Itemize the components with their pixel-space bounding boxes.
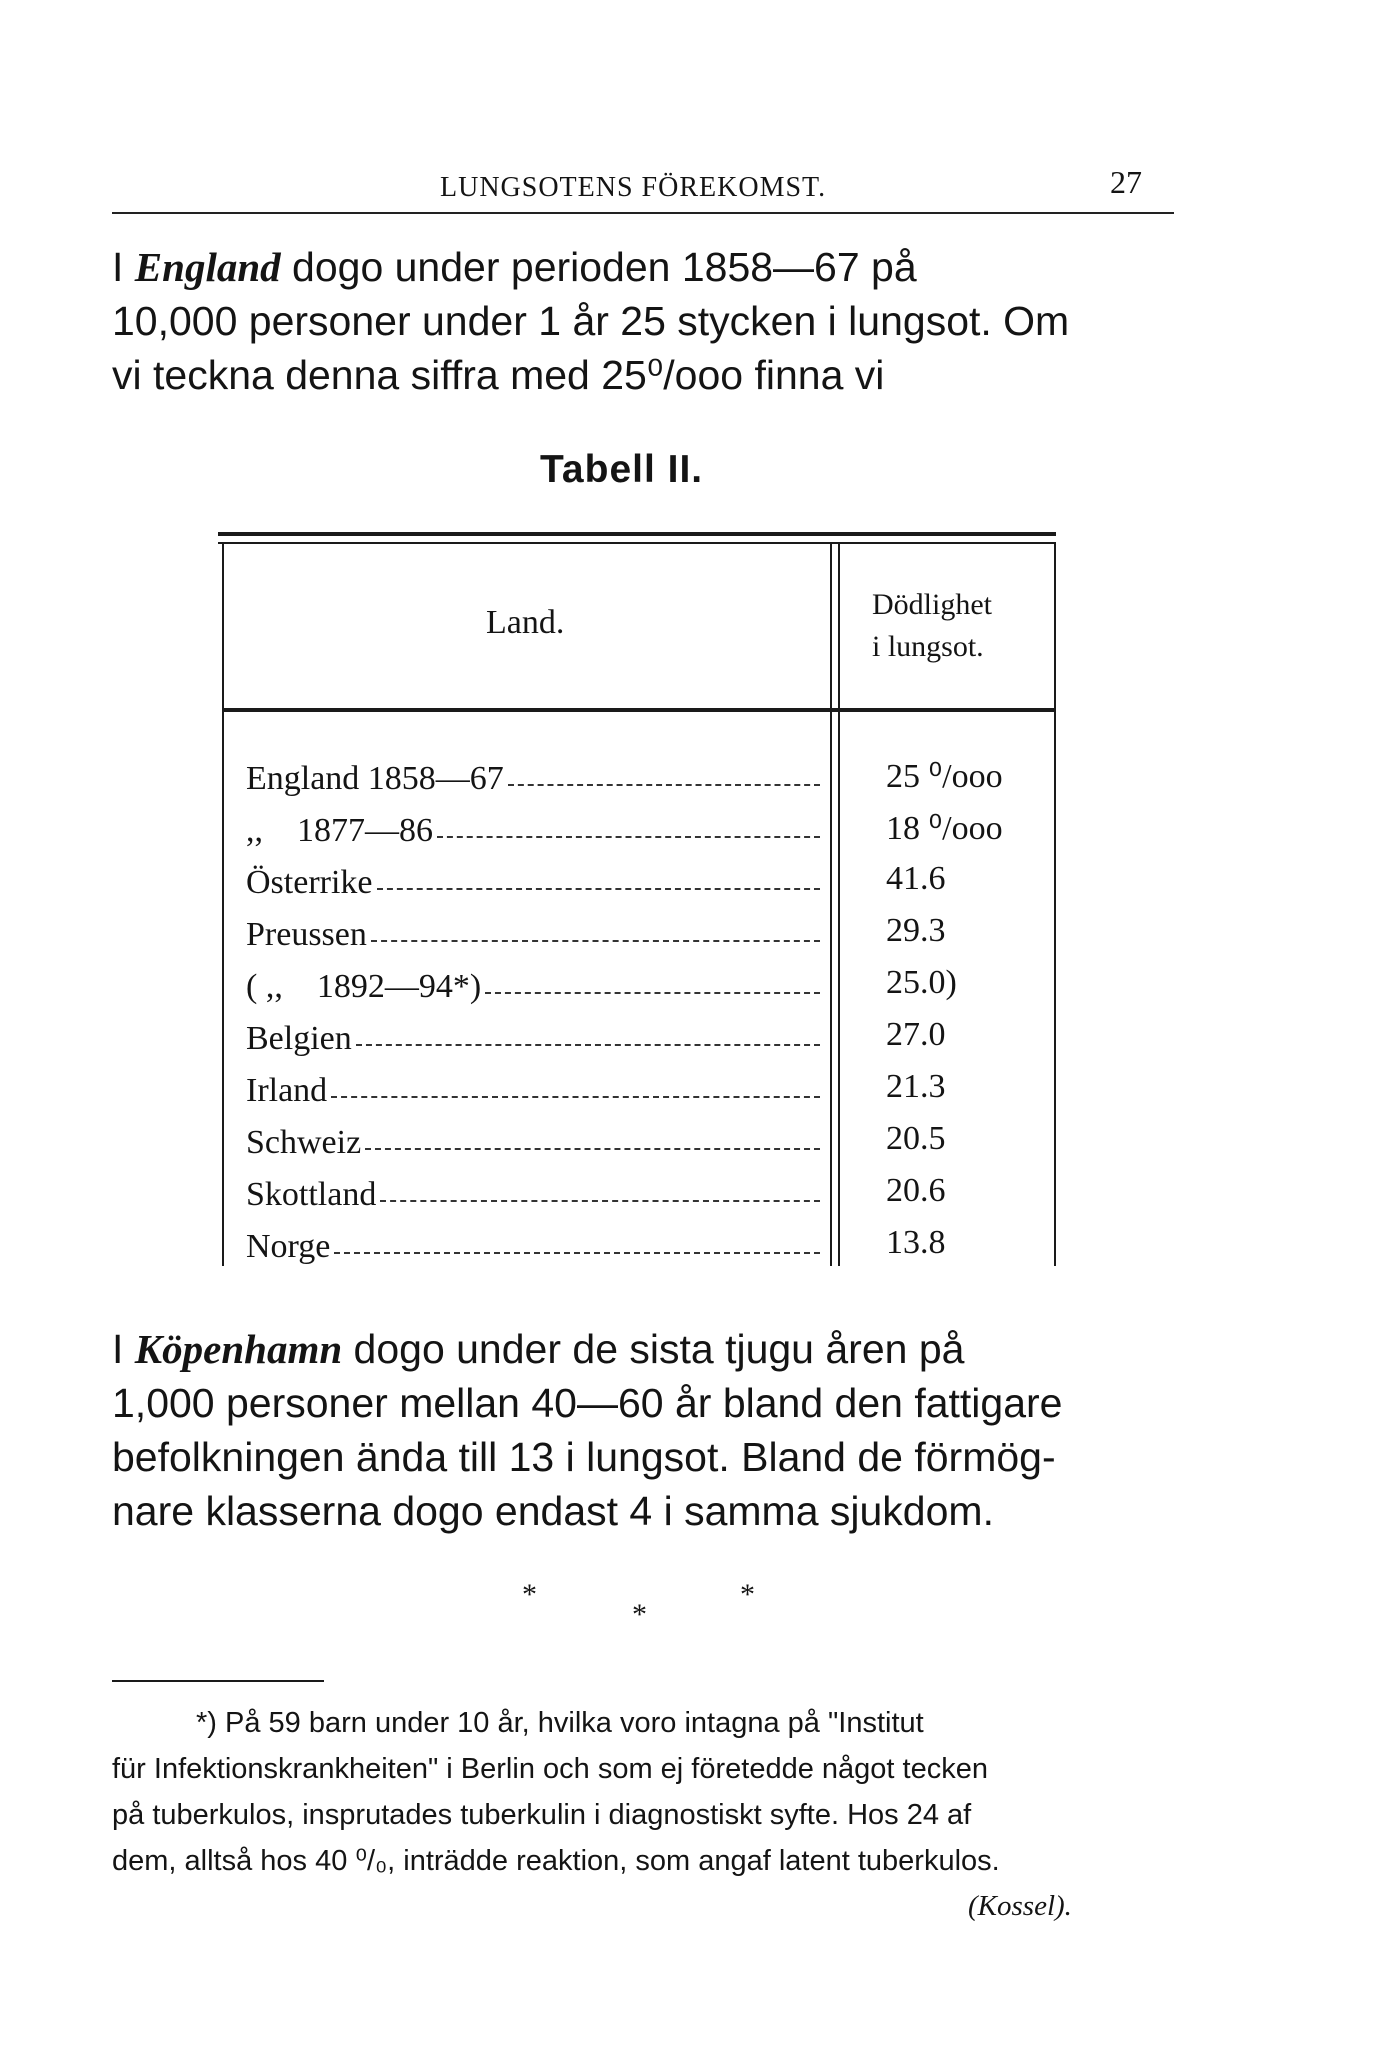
- row-value: 20.6: [886, 1172, 946, 1209]
- text-span: I: [112, 244, 135, 290]
- paragraph-line: [112, 240, 1172, 294]
- paragraph-line: befolkningen ända till 13 i lungsot. Bland de förmög-: [112, 1434, 1056, 1480]
- paragraph-line: vi teckna denna siffra med 25⁰/ooo finna vi: [112, 352, 885, 398]
- leader-dots: [334, 1252, 820, 1254]
- row-land: Schweiz: [246, 1124, 362, 1161]
- separator-star: *: [522, 1578, 537, 1611]
- text-span: I: [112, 1326, 135, 1372]
- table-row: [246, 1006, 826, 1058]
- table-row: [246, 954, 826, 1006]
- column-header-mortality: Dödlighet: [872, 588, 992, 621]
- emphasis-kopenhamn: Köpenhamn: [134, 1326, 343, 1372]
- column-header-mortality-sub: i lungsot.: [872, 630, 984, 663]
- footnote-line: für Infektionskrankheiten" i Berlin och som ej företedde något tecken: [112, 1753, 988, 1785]
- row-land: Irland: [246, 1072, 328, 1109]
- row-value: 27.0: [886, 1016, 946, 1053]
- paragraph-line: [112, 1322, 1172, 1376]
- text-span: dogo under perioden 1858—67 på: [280, 244, 917, 290]
- table-left-border: [222, 544, 224, 1266]
- row-land: England 1858—67: [246, 760, 504, 797]
- table-row: [246, 1110, 826, 1162]
- paragraph-line: nare klasserna dogo endast 4 i samma sjukdom.: [112, 1488, 994, 1534]
- row-land: Österrike: [246, 864, 373, 901]
- leader-dots: [371, 940, 820, 942]
- row-value: 13.8: [886, 1224, 946, 1261]
- footnote-line: dem, alltså hos 40 ⁰/₀, inträdde reaktion, som angaf latent tuberkulos.: [112, 1845, 1000, 1877]
- column-header-land: Land.: [486, 604, 565, 641]
- row-land: Belgien: [246, 1020, 352, 1057]
- row-value: 18 ⁰/ooo: [886, 810, 1003, 847]
- leader-dots: [331, 1096, 820, 1098]
- row-value: 20.5: [886, 1120, 946, 1157]
- running-head: LUNGSOTENS FÖREKOMST.: [440, 172, 827, 203]
- table-row: [246, 1214, 826, 1266]
- row-value: 25.0): [886, 964, 957, 1001]
- row-land: ( ,, 1892—94*): [246, 968, 482, 1005]
- header-rule: [112, 212, 1174, 214]
- text-span: dogo under de sista tjugu åren på: [342, 1326, 965, 1372]
- leader-dots: [365, 1148, 820, 1150]
- table-row: [246, 746, 826, 798]
- row-land: Preussen: [246, 916, 367, 953]
- row-land: ,, 1877—86: [246, 812, 433, 849]
- emphasis-england: England: [134, 244, 281, 290]
- footnote-rule: [112, 1680, 324, 1682]
- table-right-border: [1054, 544, 1056, 1266]
- table-row: [246, 1058, 826, 1110]
- row-land: Norge: [246, 1228, 331, 1265]
- row-value: 21.3: [886, 1068, 946, 1105]
- separator-star: *: [740, 1578, 755, 1611]
- row-value: 25 ⁰/ooo: [886, 758, 1003, 795]
- table-row: [246, 850, 826, 902]
- table-row: [246, 798, 826, 850]
- leader-dots: [485, 992, 820, 994]
- footnote-line: *) På 59 barn under 10 år, hvilka voro intagna på "Institut: [196, 1707, 924, 1739]
- footnote-signature: (Kossel).: [968, 1890, 1072, 1922]
- paragraph-kopenhamn: [112, 1322, 1172, 1538]
- table-row: [246, 1162, 826, 1214]
- row-value: 29.3: [886, 912, 946, 949]
- table-column-divider: [830, 544, 832, 1266]
- paragraph-line: 1,000 personer mellan 40—60 år bland den fattigare: [112, 1380, 1063, 1426]
- table-caption: Tabell II.: [540, 448, 704, 491]
- separator-star: *: [632, 1598, 647, 1631]
- leader-dots: [377, 888, 820, 890]
- row-land: Skottland: [246, 1176, 377, 1213]
- table-row: [246, 902, 826, 954]
- leader-dots: [508, 784, 820, 786]
- table-header-rule: [222, 708, 1056, 712]
- table-column-divider: [838, 544, 840, 1266]
- footnote-line: på tuberkulos, insprutades tuberkulin i diagnostiskt syfte. Hos 24 af: [112, 1799, 972, 1831]
- table-top-rule: [218, 532, 1056, 536]
- leader-dots: [356, 1044, 820, 1046]
- footnote: [112, 1700, 1178, 1884]
- paragraph-england: [112, 240, 1172, 402]
- row-value: 41.6: [886, 860, 946, 897]
- table-top-rule-thin: [218, 542, 1056, 544]
- paragraph-line: 10,000 personer under 1 år 25 stycken i lungsot. Om: [112, 298, 1070, 344]
- leader-dots: [380, 1200, 820, 1202]
- leader-dots: [437, 836, 820, 838]
- page-number: 27: [1110, 164, 1142, 200]
